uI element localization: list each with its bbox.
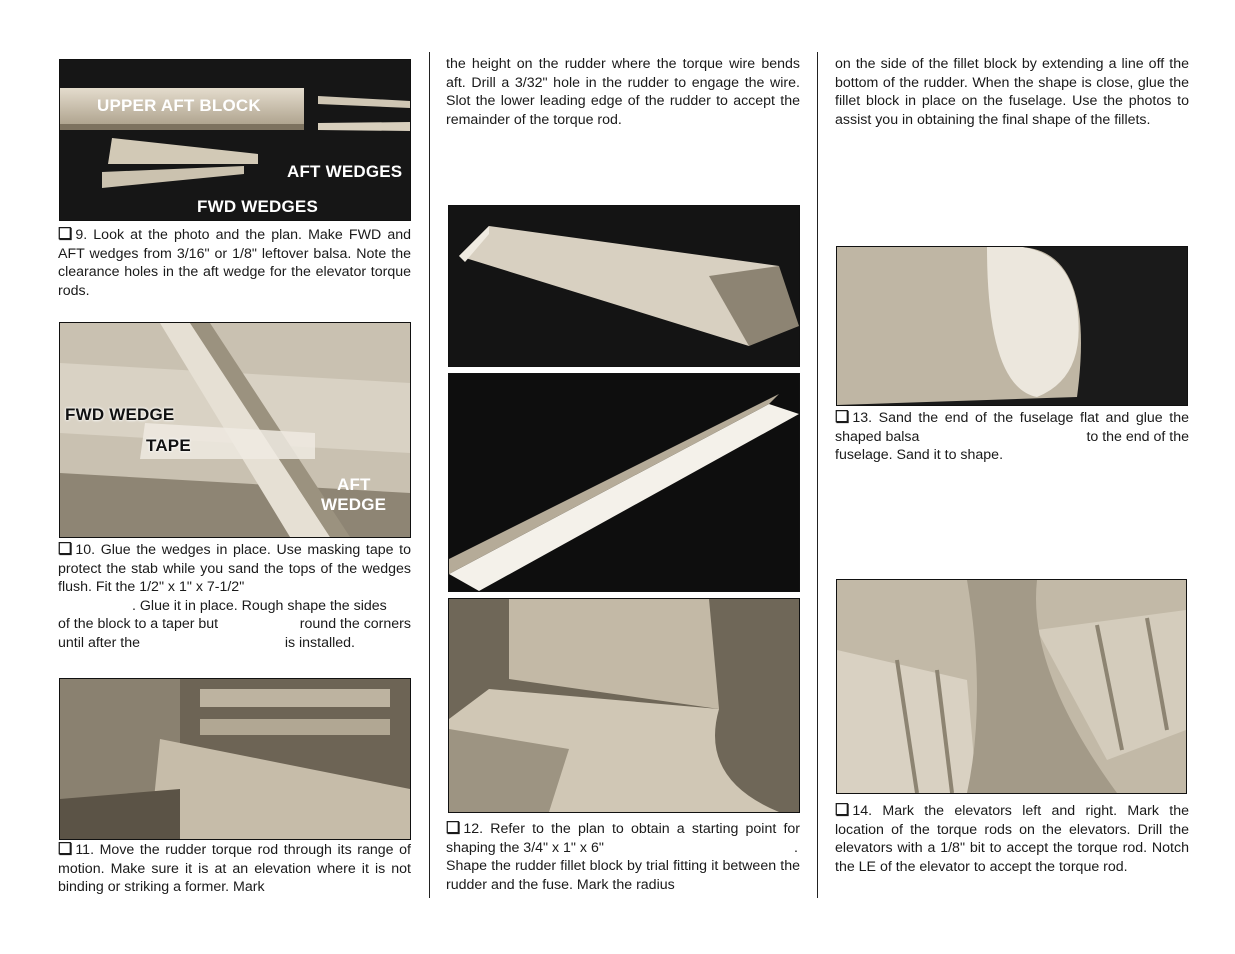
fillet-installed-illustration	[449, 599, 799, 812]
step-13	[835, 409, 1189, 465]
step-12	[446, 820, 800, 894]
step-10-line3b: round the corners	[299, 616, 411, 633]
label-fwd-wedges: FWD WEDGES	[197, 197, 318, 216]
rudder-illustration	[60, 679, 410, 839]
photo-wedges-installed	[59, 322, 411, 538]
step-10	[58, 541, 411, 653]
tail-cone-illustration	[837, 247, 1187, 405]
step-9-text: 9. Look at the photo and the plan. Make FWD and AFT wedges from 3/16" or 1/8" leftover balsa. Note the clearance holes in the aft wedge for the elevator torque rods.	[58, 227, 411, 299]
step-10-line4b: is installed.	[284, 634, 355, 651]
step-13-rest: fuselage. Sand it to shape.	[835, 447, 1004, 464]
photo-wedges-parts	[59, 59, 411, 221]
label-upper-aft-block: UPPER AFT BLOCK	[97, 96, 261, 115]
step-10-line2: . Glue it in place. Rough shape the sides	[132, 597, 387, 614]
checkbox-step-13[interactable]: ❏	[835, 409, 850, 426]
label-aft-wedge-line1: AFT	[337, 475, 371, 494]
photo-fuselage-tail-cone	[836, 246, 1188, 406]
checkbox-step-14[interactable]: ❏	[835, 802, 850, 819]
label-aft-wedge-line2: WEDGE	[321, 495, 387, 514]
step-10-line4a: until after the	[58, 634, 141, 651]
checkbox-step-12[interactable]: ❏	[446, 820, 461, 837]
photo-fillet-installed	[448, 598, 800, 813]
step-14	[835, 802, 1189, 876]
elevators-illustration	[837, 580, 1186, 793]
label-tape: TAPE	[146, 436, 191, 455]
step-12-dot: .	[794, 839, 798, 856]
step-13-text: 13. Sand the end of the fuselage flat and glue the shaped balsa	[835, 410, 1189, 445]
step-11	[58, 841, 411, 897]
checkbox-step-9[interactable]: ❏	[58, 226, 73, 243]
step-10-line3a: of the block to a taper but	[58, 616, 219, 633]
label-aft-wedges: AFT WEDGES	[287, 162, 403, 181]
photo-fillet-block-top	[448, 205, 800, 367]
checkbox-step-11[interactable]: ❏	[58, 841, 73, 858]
wedges-illustration	[60, 60, 410, 220]
step-13-mid: to the end of the	[1086, 428, 1189, 445]
photo-fillet-block-angle	[448, 373, 800, 592]
step-14-text: 14. Mark the elevators left and right. Mark the location of the torque rods on the elevators. Drill the elevators with a 1/8" bit to accept the torque rod. Notch the LE of the elevator to accept the torque rod.	[835, 803, 1189, 875]
column-divider-left	[429, 52, 430, 898]
label-aft-wedge	[321, 475, 401, 515]
fillet-block-illustration-1	[449, 206, 799, 366]
step-12-continued-text: on the side of the fillet block by extending a line off the bottom of the rudder. When the shape is close, glue the fillet block in place on the fuselage. Use the photos to assist you in obtaining the final shape of the fillets.	[835, 56, 1189, 128]
label-fwd-wedge: FWD WEDGE	[65, 405, 175, 424]
checkbox-step-10[interactable]: ❏	[58, 541, 73, 558]
step-11-text: 11. Move the rudder torque rod through its range of motion. Make sure it is at an elevation where it is not binding or striking a former. Mark	[58, 842, 411, 896]
column-divider-right	[817, 52, 818, 898]
step-9	[58, 226, 411, 300]
photo-elevators	[836, 579, 1187, 794]
photo-rudder-torque-rod	[59, 678, 411, 840]
step-12-text: 12. Refer to the plan to obtain a starting point for shaping the 3/4" x 1" x 6"	[446, 821, 800, 856]
step-11-continued-text: the height on the rudder where the torque wire bends aft. Drill a 3/32" hole in the rudder to engage the wire. Slot the lower leading edge of the rudder to accept the remainder of the torque rod.	[446, 56, 800, 128]
step-10-text: 10. Glue the wedges in place. Use masking tape to protect the stab while you sand the tops of the wedges flush. Fit the 1/2" x 1" x 7-1/2"	[58, 542, 411, 596]
step-12-continued	[835, 55, 1189, 129]
step-11-continued	[446, 55, 800, 129]
fillet-block-illustration-2	[449, 374, 799, 591]
step-12-rest: Shape the rudder fillet block by trial fitting it between the rudder and the fuse. Mark the radius	[446, 858, 800, 893]
